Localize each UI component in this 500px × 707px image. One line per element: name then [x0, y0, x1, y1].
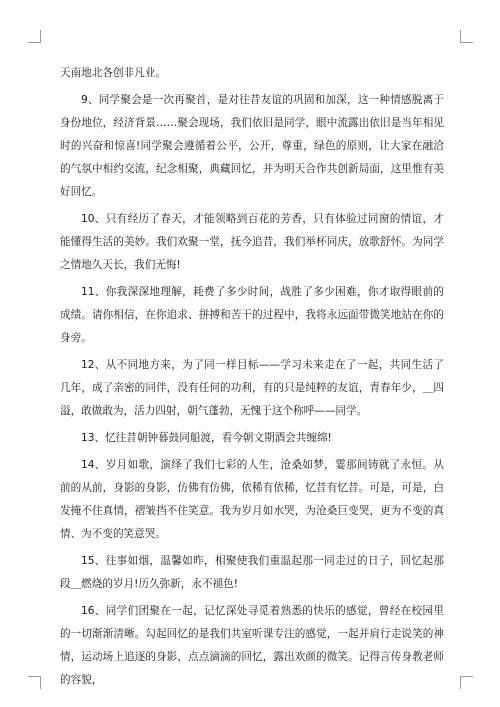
crop-mark-top-right [460, 30, 473, 43]
document-body [60, 62, 444, 696]
paragraph-11: 11、你我深深地理解，耗费了多少时间，战胜了多少困难，你才取得眼前的成绩。请你相信，在你追求、拼搏和苦干的过程中，我将永远面带微笑地站在你的身旁。 [60, 286, 444, 344]
paragraph-16: 16、同学们团聚在一起，记忆深处寻觅着熟悉的快乐的感觉，曾经在校园里的一切渐渐清晰。勾起回忆的是我们共室听课专注的感觉，一起并肩行走说笑的神情，运动场上追逐的身影，点点滴滴的回忆，露出欢颜的微笑。记得言传身教老师的容貌， [60, 605, 444, 686]
paragraph-13: 13、忆往昔朝钟暮鼓同船渡，看今朝文期酒会共缠绵! [81, 432, 332, 444]
paragraph-10: 10、只有经历了春天，才能领略到百花的芳香，只有体验过同窗的情谊，才能懂得生活的美妙。我们欢聚一堂，抚今追昔，我们举杯同庆，放歌舒怀。为同学之情地久天长，我们无悔! [60, 213, 444, 271]
paragraph-14: 14、岁月如歌，演绎了我们七彩的人生，沧桑如梦，霎那间铸就了永恒。从前的从前，身影的身影，仿佛有仿佛，依稀有依稀，忆昔有忆昔。可是，可是，白发掩不住真情，褶皱挡不住笑意。我为岁月如水哭，为沧桑巨变哭，更为不变的真情、为不变的笑意哭。 [60, 459, 444, 540]
paragraph-9: 9、同学聚会是一次再聚首，是对往昔友谊的巩固和加深，这一种情感脱离于身份地位，经济背景……聚会现场，我们依旧是同学，眼中流露出依旧是当年相见时的兴奋和惊喜!同学聚会遵循着公平，公开，尊重，绿色的原则，让大家在融洽的气氛中相约交流，纪念相聚，典藏回忆，并为明天合作共创新局面，这里惟有美好回忆。 [60, 94, 444, 198]
crop-mark-bottom-right [460, 676, 473, 689]
crop-mark-top-left [28, 30, 41, 43]
paragraph-12: 12、从不同地方来，为了同一样目标——学习未来走在了一起，共同生活了几年，成了亲密的同伴，没有任何的功利，有的只是纯粹的友谊，青春年少，＿四溢，敢做敢为，活力四射，朝气蓬勃，无愧于这个称呼——同学。 [60, 359, 444, 417]
paragraph-continuation: 天南地北各创非凡业。 [60, 67, 166, 79]
paragraph-15: 15、往事如烟，温馨如昨，相聚使我们重温起那一同走过的日子，回忆起那段＿燃烧的岁月!历久弥新，永不褪色! [60, 555, 444, 590]
crop-mark-bottom-left [28, 676, 41, 689]
